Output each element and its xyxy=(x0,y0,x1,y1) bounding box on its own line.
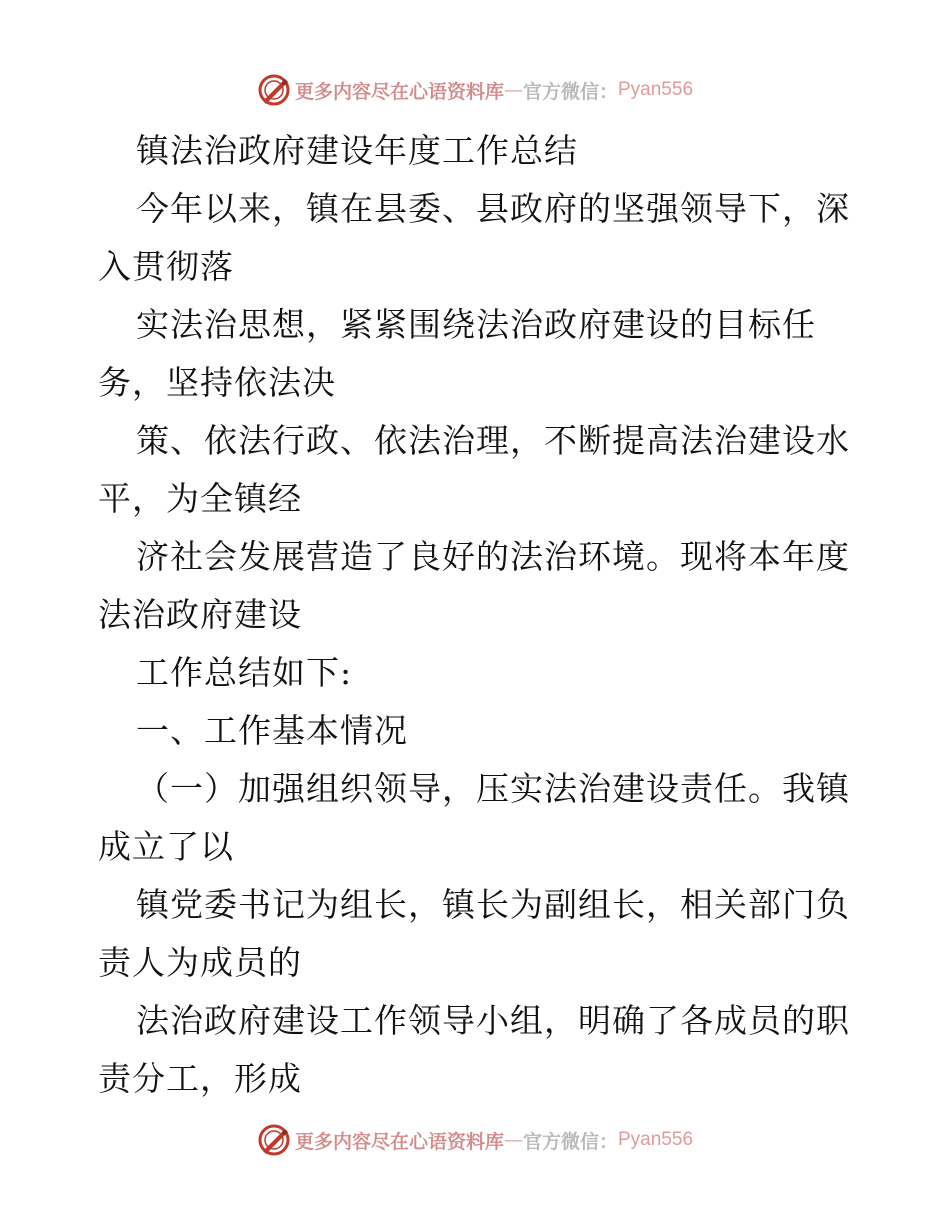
pen-logo-icon xyxy=(257,1123,291,1157)
footer-watermark-banner xyxy=(0,1120,950,1160)
text-line: 实法治思想，紧紧围绕法治政府建设的目标任 xyxy=(136,305,816,344)
footer-banner-wechat-id: Pyan556 xyxy=(618,1129,694,1150)
text-line: 济社会发展营造了良好的法治环境。现将本年度 xyxy=(136,537,850,576)
text-line: 责人为成员的 xyxy=(98,943,302,982)
text-line: 法治政府建设 xyxy=(98,595,302,634)
footer-banner-wechat-label: 官方微信： xyxy=(522,1130,618,1153)
header-watermark-banner xyxy=(0,70,950,110)
footer-banner-separator: — xyxy=(503,1129,523,1151)
text-line: 镇党委书记为组长，镇长为副组长，相关部门负 xyxy=(136,885,850,924)
footer-banner-title: 更多内容尽在心语资料库 xyxy=(294,1130,504,1153)
text-line: 法治政府建设工作领导小组，明确了各成员的职 xyxy=(136,1001,850,1040)
text-line: 成立了以 xyxy=(98,827,234,866)
header-banner-wechat-id: Pyan556 xyxy=(618,79,694,100)
header-banner-wechat-label: 官方微信： xyxy=(522,80,618,103)
text-line: 入贯彻落 xyxy=(98,247,234,286)
text-line: 今年以来，镇在县委、县政府的坚强领导下，深 xyxy=(136,189,850,228)
text-line: （一）加强组织领导，压实法治建设责任。我镇 xyxy=(136,769,850,808)
text-line: 工作总结如下: xyxy=(136,653,353,692)
text-line: 平，为全镇经 xyxy=(98,479,302,518)
pen-logo-icon xyxy=(257,73,291,107)
text-line: 责分工，形成 xyxy=(98,1059,302,1098)
text-line: 策、依法行政、依法治理，不断提高法治建设水 xyxy=(136,421,850,460)
document-body xyxy=(98,122,858,1108)
header-banner-title: 更多内容尽在心语资料库 xyxy=(294,80,504,103)
text-line: 一、工作基本情况 xyxy=(136,711,408,750)
text-line: 务，坚持依法决 xyxy=(98,363,336,402)
text-line: 镇法治政府建设年度工作总结 xyxy=(136,131,578,170)
header-banner-separator: — xyxy=(503,79,523,101)
